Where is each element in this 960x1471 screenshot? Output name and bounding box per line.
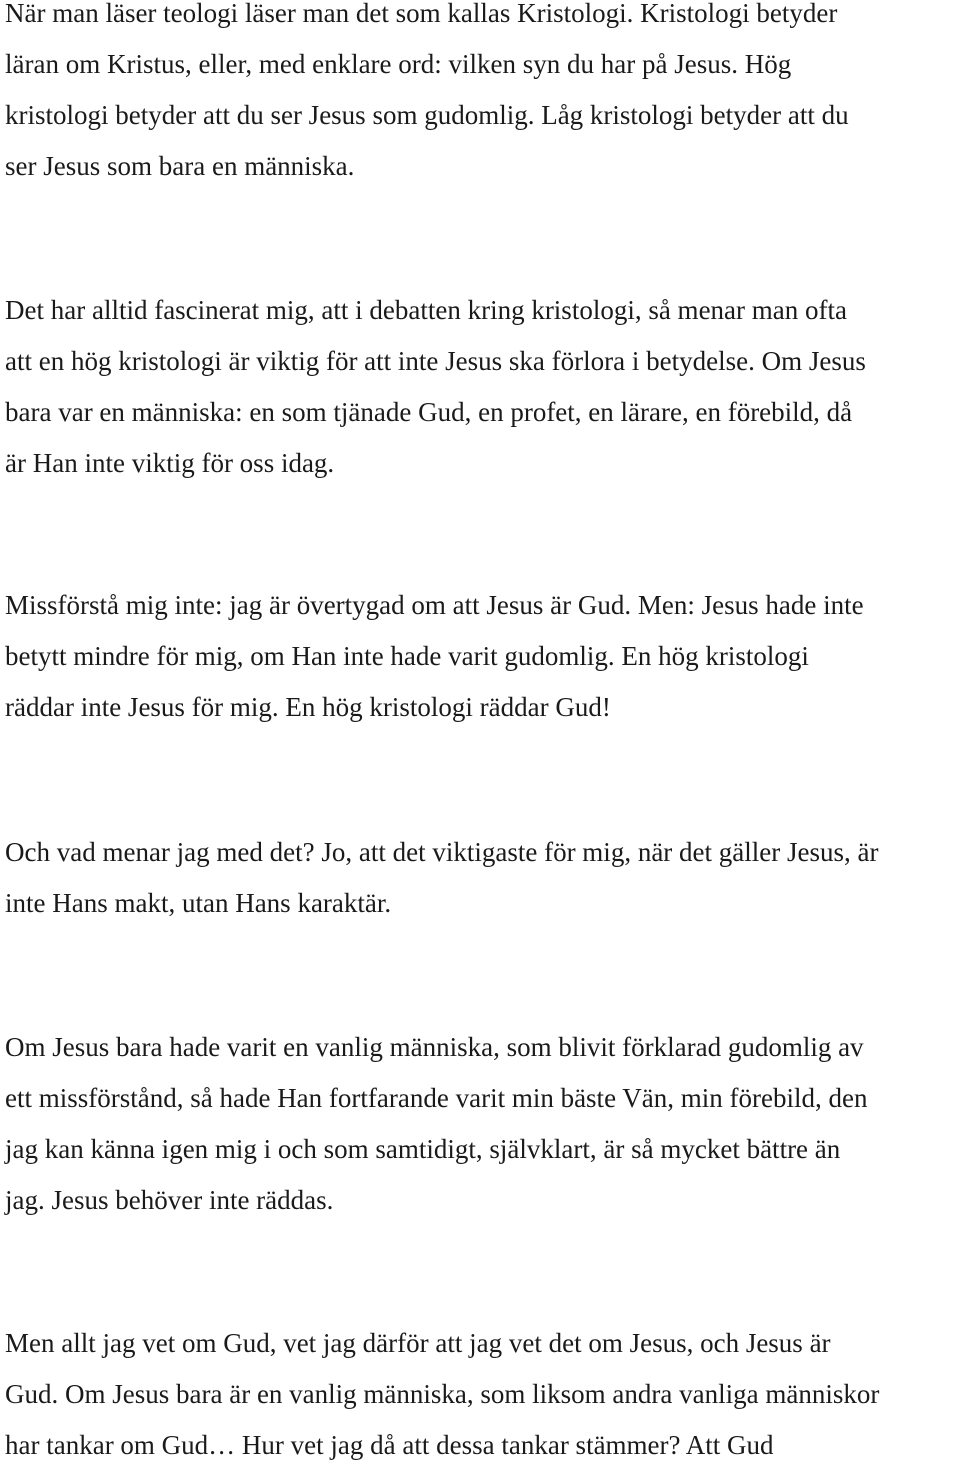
text-line: jag. Jesus behöver inte räddas. bbox=[5, 1185, 334, 1215]
paragraph-debatt bbox=[5, 285, 866, 489]
text-line: jag kan känna igen mig i och som samtidigt, självklart, är så mycket bättre än bbox=[5, 1134, 841, 1164]
paragraph-missforsta bbox=[5, 580, 864, 733]
paragraph-allt-jag-vet bbox=[5, 1318, 879, 1471]
text-line: bara var en människa: en som tjänade Gud, en profet, en lärare, en förebild, då bbox=[5, 397, 853, 427]
text-line: kristologi betyder att du ser Jesus som gudomlig. Låg kristologi betyder att du bbox=[5, 100, 849, 130]
text-line: Missförstå mig inte: jag är övertygad om att Jesus är Gud. Men: Jesus hade inte bbox=[5, 590, 864, 620]
text-line: har tankar om Gud… Hur vet jag då att dessa tankar stämmer? Att Gud bbox=[5, 1430, 774, 1460]
text-line: Gud. Om Jesus bara är en vanlig människa, som liksom andra vanliga människor bbox=[5, 1379, 880, 1409]
text-line: räddar inte Jesus för mig. En hög kristologi räddar Gud! bbox=[5, 692, 611, 722]
text-line: betytt mindre för mig, om Han inte hade varit gudomlig. En hög kristologi bbox=[5, 641, 809, 671]
text-line: ser Jesus som bara en människa. bbox=[5, 151, 355, 181]
text-line: är Han inte viktig för oss idag. bbox=[5, 448, 335, 478]
text-line: ett missförstånd, så hade Han fortfarande varit min bäste Vän, min förebild, den bbox=[5, 1083, 868, 1113]
text-line: läran om Kristus, eller, med enklare ord: vilken syn du har på Jesus. Hög bbox=[5, 49, 792, 79]
text-line: När man läser teologi läser man det som kallas Kristologi. Kristologi betyder bbox=[5, 0, 838, 28]
text-line: Om Jesus bara hade varit en vanlig människa, som blivit förklarad gudomlig av bbox=[5, 1032, 864, 1062]
paragraph-vanlig-manniska bbox=[5, 1022, 868, 1226]
text-line: inte Hans makt, utan Hans karaktär. bbox=[5, 888, 392, 918]
paragraph-karaktar bbox=[5, 827, 878, 929]
text-line: Men allt jag vet om Gud, vet jag därför att jag vet det om Jesus, och Jesus är bbox=[5, 1328, 831, 1358]
text-line: att en hög kristologi är viktig för att inte Jesus ska förlora i betydelse. Om Jesus bbox=[5, 346, 866, 376]
text-line: Och vad menar jag med det? Jo, att det viktigaste för mig, när det gäller Jesus, är bbox=[5, 837, 879, 867]
text-line: Det har alltid fascinerat mig, att i debatten kring kristologi, så menar man ofta bbox=[5, 295, 847, 325]
paragraph-kristologi-definition bbox=[5, 0, 849, 192]
